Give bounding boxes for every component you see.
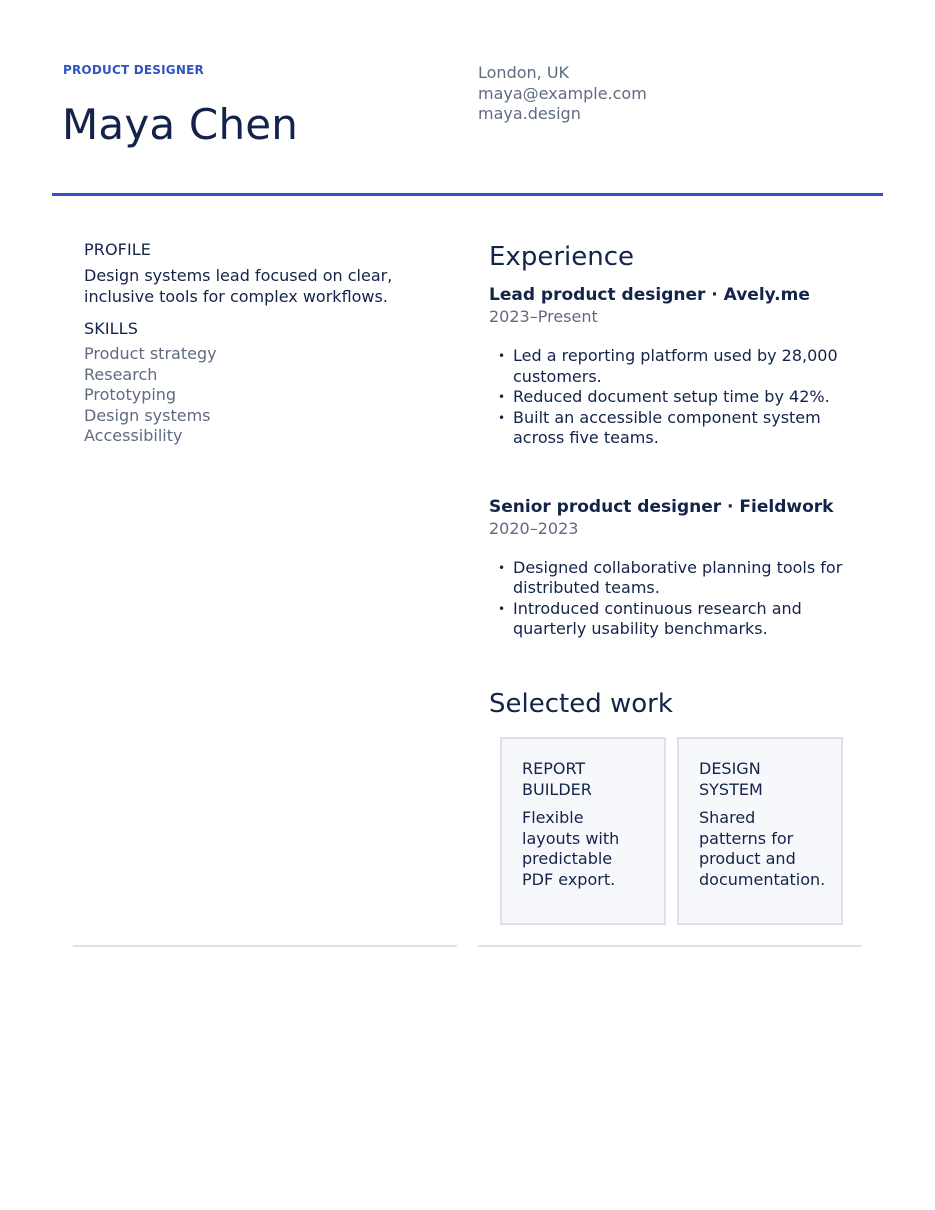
job-bullet: • Designed collaborative planning tools for distributed teams. bbox=[489, 558, 849, 599]
job-bullet: • Reduced document setup time by 42%. bbox=[489, 387, 849, 408]
role-eyebrow: PRODUCT DESIGNER bbox=[63, 63, 204, 77]
work-card-title: DESIGN SYSTEM bbox=[699, 759, 763, 799]
work-cards bbox=[500, 737, 843, 925]
contact-email[interactable]: maya@example.com bbox=[478, 83, 647, 103]
candidate-name: Maya Chen bbox=[62, 100, 299, 149]
job-dates: 2020–2023 bbox=[489, 518, 579, 538]
work-card-title: REPORT BUILDER bbox=[522, 759, 592, 799]
work-card-description: Shared patterns for product and documentation. bbox=[699, 808, 826, 889]
skills-list bbox=[84, 344, 444, 447]
skills-label: SKILLS bbox=[84, 319, 138, 338]
job-bullet: • Built an accessible component system across five teams. bbox=[489, 408, 849, 449]
work-card-description: Flexible layouts with predictable PDF export. bbox=[522, 808, 620, 889]
footer-divider-right bbox=[478, 945, 862, 947]
contact-block bbox=[478, 63, 647, 125]
profile-label: PROFILE bbox=[84, 240, 152, 259]
contact-website[interactable]: maya.design bbox=[478, 104, 581, 123]
main-column bbox=[489, 240, 849, 721]
job-bullet: • Led a reporting platform used by 28,000 customers. bbox=[489, 346, 849, 387]
job-entry bbox=[489, 284, 849, 449]
footer-divider-left bbox=[73, 945, 457, 947]
skill-item: Prototyping bbox=[84, 385, 177, 404]
skill-item: Product strategy bbox=[84, 344, 217, 363]
job-bullets bbox=[489, 346, 849, 449]
work-card[interactable] bbox=[500, 737, 666, 925]
experience-heading: Experience bbox=[489, 242, 634, 272]
skill-item: Accessibility bbox=[84, 426, 183, 445]
header-rule bbox=[52, 193, 883, 196]
job-title: Lead product designer · Avely.me bbox=[489, 285, 810, 305]
job-dates: 2023–Present bbox=[489, 307, 598, 326]
work-card[interactable] bbox=[677, 737, 843, 925]
profile-text: Design systems lead focused on clear, inclusive tools for complex workflows. bbox=[84, 266, 393, 306]
job-entry bbox=[489, 496, 849, 640]
sidebar bbox=[84, 240, 444, 447]
job-title: Senior product designer · Fieldwork bbox=[489, 496, 834, 517]
contact-location: London, UK bbox=[478, 63, 570, 82]
selected-work-heading: Selected work bbox=[489, 688, 673, 719]
job-bullets bbox=[489, 558, 849, 640]
skill-item: Research bbox=[84, 364, 158, 384]
skill-item: Design systems bbox=[84, 405, 211, 425]
job-bullet: • Introduced continuous research and quarterly usability benchmarks. bbox=[489, 599, 849, 640]
